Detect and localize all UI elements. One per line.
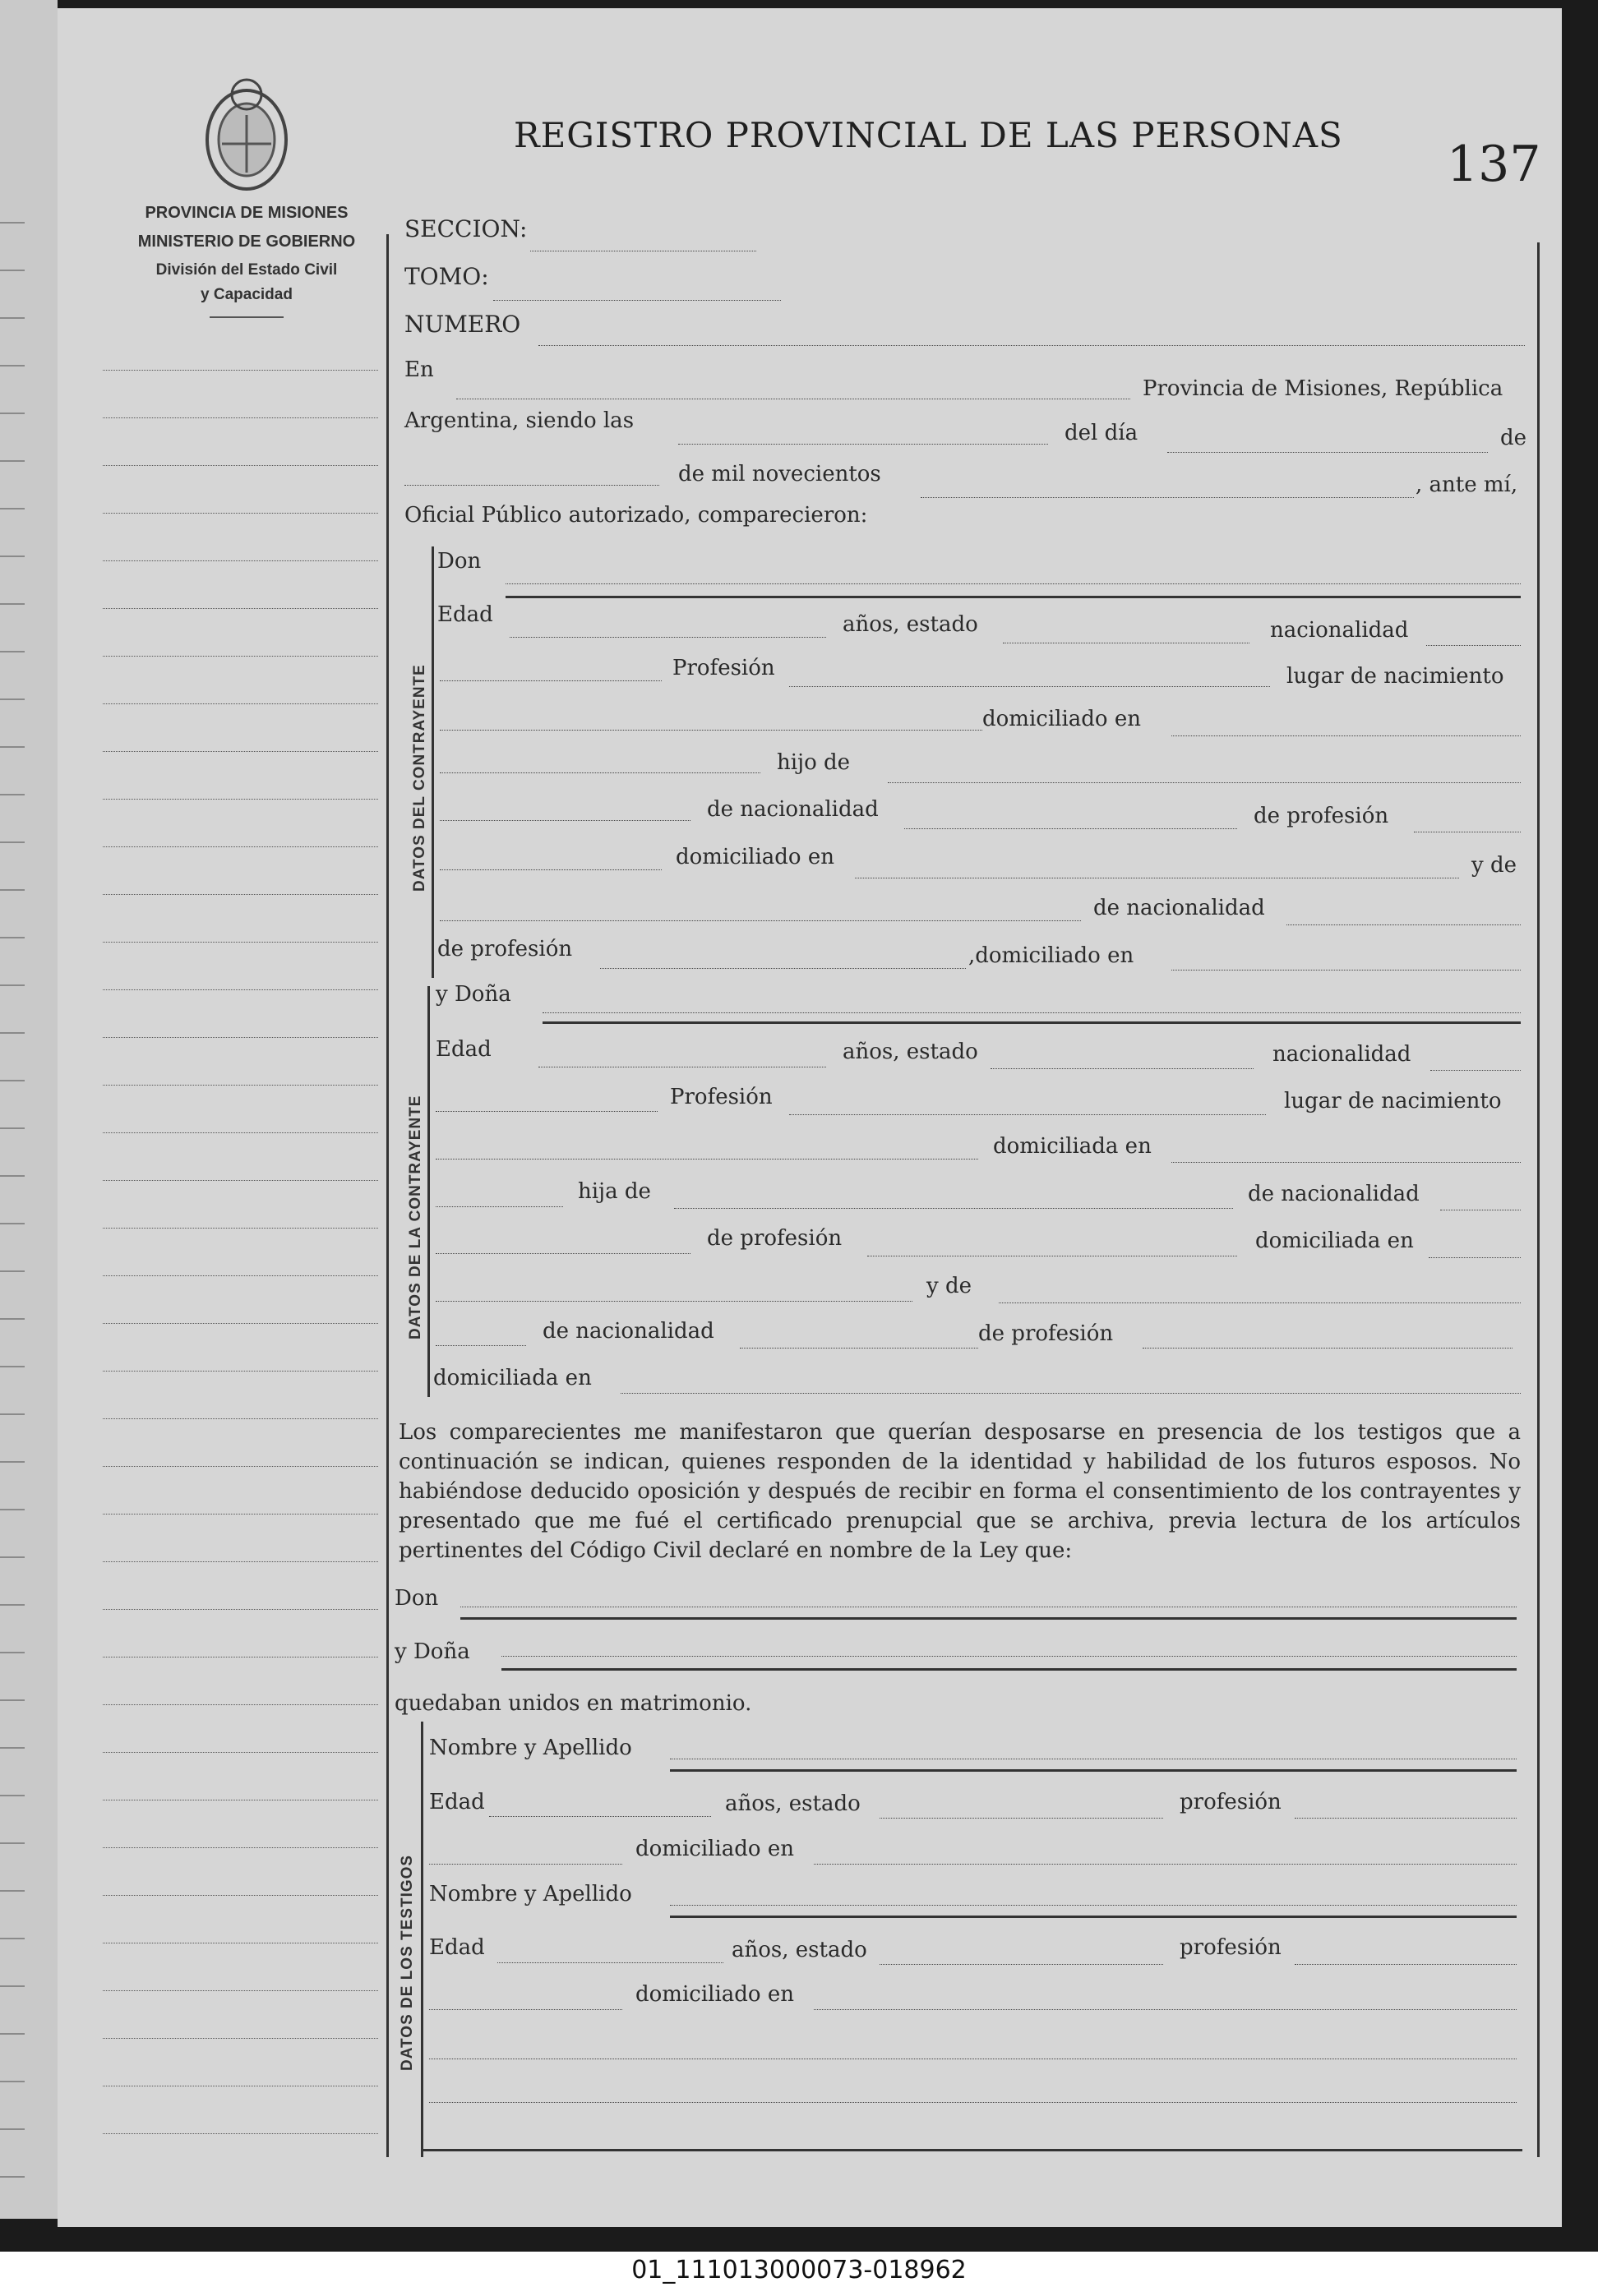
testigo2-nombre-field[interactable] — [670, 1905, 1517, 1906]
header-underline — [210, 316, 284, 318]
nacionalidad-field[interactable] — [1426, 645, 1521, 646]
don-label: Don — [437, 549, 482, 574]
edad-label-t2: Edad — [429, 1935, 485, 1960]
left-page-rule — [0, 984, 25, 986]
margin-rule-line — [103, 1228, 378, 1229]
left-page-rule — [0, 1985, 25, 1987]
left-page-rule — [0, 1890, 25, 1892]
padre-domicilio-field-f2[interactable] — [436, 1301, 912, 1302]
margin-rule-line — [103, 1895, 378, 1896]
de-profesion-label-f2: de profesión — [978, 1321, 1114, 1346]
domiciliado-label-3: ,domiciliado en — [968, 943, 1134, 968]
mes-field[interactable] — [404, 485, 659, 486]
lugar-field-f[interactable] — [436, 1159, 978, 1160]
left-page-rule — [0, 2128, 25, 2130]
padre-field-f[interactable] — [674, 1208, 1233, 1209]
left-page-rule — [0, 889, 25, 891]
de-profesion-label-2: de profesión — [437, 937, 573, 961]
division-label: División del Estado Civil — [155, 261, 338, 279]
madre-field-f2[interactable] — [436, 1345, 526, 1346]
decl-don-label: Don — [395, 1586, 439, 1611]
margin-rule-line — [103, 560, 378, 561]
nacionalidad-label-f: nacionalidad — [1272, 1042, 1411, 1067]
anos-label-t2: años, estado — [732, 1938, 867, 1962]
domiciliada-label-2: domiciliada en — [1255, 1229, 1414, 1253]
testigo2-edad-field[interactable] — [497, 1962, 723, 1963]
padre-field-2[interactable] — [440, 820, 690, 821]
profesion-field[interactable] — [789, 686, 1270, 687]
profesion-field-f[interactable] — [789, 1114, 1266, 1115]
nombre-label-1: Nombre y Apellido — [429, 1736, 632, 1760]
register-page — [58, 8, 1562, 2227]
edad-label-f: Edad — [436, 1037, 492, 1062]
left-page-rule — [0, 1032, 25, 1034]
left-page-rule — [0, 2081, 25, 2082]
contrayenta-side-label: DATOS DE LA CONTRAYENTE — [407, 1095, 424, 1339]
anio-field[interactable] — [921, 497, 1414, 498]
madre-nacionalidad-field-f[interactable] — [740, 1348, 978, 1349]
domiciliado-label-t1: domiciliado en — [635, 1837, 794, 1861]
domiciliado-label: domiciliado en — [982, 707, 1141, 731]
left-page-rule — [0, 1842, 25, 1844]
padre-field-f2[interactable] — [436, 1253, 690, 1254]
nacionalidad-field-2[interactable] — [440, 680, 662, 681]
nacionalidad-field-f2[interactable] — [436, 1111, 658, 1112]
domicilio-field-f2[interactable] — [436, 1206, 563, 1207]
decl-dona-field[interactable] — [501, 1656, 1517, 1657]
margin-rule-line — [103, 1371, 378, 1372]
domiciliado-label-2: domiciliado en — [676, 845, 834, 869]
previous-page-edge — [0, 0, 58, 2219]
left-page-rule — [0, 1938, 25, 1939]
de-nacionalidad-label: de nacionalidad — [707, 797, 879, 822]
page-number: 137 — [1447, 136, 1541, 193]
nacionalidad-field-f[interactable] — [1430, 1070, 1521, 1071]
margin-rule-line — [103, 1704, 378, 1705]
padre-profesion-field-2[interactable] — [440, 869, 662, 870]
nombre-label-2: Nombre y Apellido — [429, 1882, 632, 1906]
division-label-2: y Capacidad — [201, 286, 293, 303]
madre-field[interactable] — [440, 920, 1081, 921]
left-page-rule — [0, 746, 25, 748]
contrayenta-bracket — [427, 986, 430, 1397]
domiciliado-field[interactable] — [1171, 735, 1521, 736]
left-page-rule — [0, 1127, 25, 1129]
en-label: En — [404, 357, 434, 382]
left-page-rule — [0, 508, 25, 509]
testigo2-estado-field[interactable] — [880, 1964, 1163, 1965]
padre-field[interactable] — [888, 782, 1521, 783]
margin-rule-line — [103, 1990, 378, 1991]
de-label: de — [1500, 426, 1527, 450]
left-page-rule — [0, 1747, 25, 1749]
domiciliada-field[interactable] — [1171, 1162, 1521, 1163]
madre-field-f[interactable] — [999, 1302, 1521, 1303]
left-page-rule — [0, 603, 25, 605]
margin-rule-line — [103, 846, 378, 847]
testigos-side-label: DATOS DE LOS TESTIGOS — [399, 1854, 416, 2071]
margin-rule-line — [103, 1132, 378, 1133]
left-page-rule — [0, 841, 25, 843]
oficial-label: Oficial Público autorizado, comparecieron: — [404, 503, 868, 528]
left-page-rule — [0, 222, 25, 224]
domiciliado-label-t2: domiciliado en — [635, 1982, 794, 2007]
margin-rule-line — [103, 2133, 378, 2134]
testigo1-nombre-underline — [670, 1769, 1517, 1772]
left-page-rule — [0, 1223, 25, 1224]
page-title: REGISTRO PROVINCIAL DE LAS PERSONAS — [514, 115, 1343, 155]
left-page-rule — [0, 365, 25, 367]
decl-dona-label: y Doña — [395, 1639, 470, 1664]
margin-rule-line — [103, 1085, 378, 1086]
padre-domicilio-field-f[interactable] — [1429, 1257, 1521, 1258]
left-page-rule — [0, 1652, 25, 1653]
left-page-rule — [0, 1413, 25, 1415]
estado-field-f[interactable] — [991, 1068, 1254, 1069]
left-page-rule — [0, 937, 25, 938]
padre-nacionalidad-field[interactable] — [904, 828, 1237, 829]
don-underline — [506, 596, 1521, 598]
anos-label-t1: años, estado — [725, 1791, 861, 1816]
de-nacionalidad-label-f2: de nacionalidad — [543, 1319, 714, 1344]
domicilio-field-2[interactable] — [440, 772, 760, 773]
margin-rule-line — [103, 894, 378, 895]
domiciliada-label: domiciliada en — [993, 1134, 1152, 1159]
left-page-rule — [0, 1556, 25, 1558]
margin-rule-line — [103, 1323, 378, 1324]
y-de-label: y de — [1471, 853, 1517, 878]
left-page-rule — [0, 1270, 25, 1272]
de-profesion-label-f: de profesión — [707, 1226, 843, 1251]
left-page-rule — [0, 794, 25, 795]
left-page-rule — [0, 460, 25, 462]
edad-label-t1: Edad — [429, 1790, 485, 1814]
margin-rule-line — [103, 417, 378, 418]
margin-rule-line — [103, 1275, 378, 1276]
testigo2-profesion-field[interactable] — [1295, 1964, 1517, 1965]
left-page-rule — [0, 1175, 25, 1177]
hora-field[interactable] — [678, 444, 1048, 445]
testigo2-profesion-field-2[interactable] — [429, 2009, 622, 2010]
de-nacionalidad-label-2: de nacionalidad — [1093, 896, 1265, 920]
margin-rule-line — [103, 1847, 378, 1848]
testigo1-profesion-field[interactable] — [1295, 1818, 1517, 1819]
contrayente-side-label: DATOS DEL CONTRAYENTE — [411, 664, 428, 892]
lugar-label: lugar de nacimiento — [1286, 664, 1504, 689]
left-page-rule — [0, 651, 25, 652]
right-vertical-rule — [1537, 242, 1540, 2157]
left-page-rule — [0, 1604, 25, 1606]
argentina-label: Argentina, siendo las — [404, 408, 635, 433]
margin-rule-line — [103, 703, 378, 704]
hija-de-label: hija de — [578, 1179, 651, 1204]
margin-rule-line — [103, 370, 378, 371]
margin-rule-line — [103, 1037, 378, 1038]
margin-rule-line — [103, 2038, 378, 2039]
main-vertical-rule — [386, 234, 389, 2157]
margin-rule-line — [103, 751, 378, 752]
testigo2-domicilio-field[interactable] — [814, 2009, 1517, 2010]
extra-line-2[interactable] — [429, 2102, 1517, 2103]
tomo-label: TOMO: — [404, 263, 489, 290]
margin-rule-line — [103, 1180, 378, 1181]
left-page-rule — [0, 1318, 25, 1320]
madre-domicilio-field-f[interactable] — [621, 1393, 1521, 1394]
left-page-rule — [0, 1699, 25, 1701]
testigo2-nombre-underline — [670, 1916, 1517, 1918]
edad-field[interactable] — [510, 637, 826, 638]
profesion-label: Profesión — [672, 656, 775, 680]
de-profesion-label: de profesión — [1254, 804, 1389, 828]
madre-nacionalidad-field[interactable] — [1286, 924, 1521, 925]
margin-rule-line — [103, 465, 378, 466]
nacionalidad-label: nacionalidad — [1270, 618, 1409, 643]
testigos-bracket — [421, 1722, 423, 2157]
decl-dona-underline — [501, 1668, 1517, 1671]
de-mil-label: de mil novecientos — [678, 462, 881, 486]
testigo1-profesion-field-2[interactable] — [429, 1864, 622, 1865]
margin-rule-line — [103, 989, 378, 990]
margin-rule-line — [103, 656, 378, 657]
madre-profesion-field[interactable] — [600, 968, 966, 969]
madre-profesion-field-f[interactable] — [1143, 1348, 1513, 1349]
left-page-rule — [0, 317, 25, 319]
profesion-label-t2: profesión — [1180, 1935, 1282, 1960]
profesion-label-f: Profesión — [670, 1085, 773, 1109]
left-page-rule — [0, 1461, 25, 1463]
domiciliada-label-3: domiciliada en — [433, 1366, 592, 1390]
left-page-rule — [0, 556, 25, 557]
left-page-rule — [0, 270, 25, 271]
left-page-rule — [0, 698, 25, 700]
lugar-field[interactable] — [440, 730, 982, 731]
margin-rule-line — [103, 799, 378, 800]
anos-estado-label: años, estado — [843, 612, 978, 637]
margin-rule-line — [103, 1561, 378, 1562]
numero-field[interactable] — [538, 345, 1525, 346]
left-page-rule — [0, 1080, 25, 1081]
margin-rule-line — [103, 513, 378, 514]
y-de-label-f: y de — [926, 1274, 972, 1298]
testigo1-edad-field[interactable] — [489, 1816, 711, 1817]
dona-underline — [543, 1021, 1521, 1024]
margin-rule-line — [103, 1514, 378, 1515]
left-page-rule — [0, 2176, 25, 2178]
profesion-label-t1: profesión — [1180, 1790, 1282, 1814]
dona-label: y Doña — [436, 982, 511, 1007]
dia-field[interactable] — [1167, 452, 1488, 453]
document-id: 01_111013000073-018962 — [631, 2256, 967, 2284]
bottom-rule — [421, 2149, 1522, 2151]
left-page-rule — [0, 2033, 25, 2035]
numero-label: NUMERO — [404, 311, 521, 338]
tomo-field[interactable] — [493, 300, 781, 301]
margin-rule-line — [103, 1752, 378, 1753]
margin-rule-line — [103, 942, 378, 943]
de-nacionalidad-label-f: de nacionalidad — [1248, 1182, 1420, 1206]
decl-don-underline — [460, 1617, 1517, 1620]
hijo-de-label: hijo de — [777, 750, 851, 775]
ministry-label: MINISTERIO DE GOBIERNO — [137, 233, 356, 251]
testigo1-domicilio-field[interactable] — [814, 1864, 1517, 1865]
left-page-rule — [0, 1509, 25, 1510]
edad-label: Edad — [437, 602, 493, 627]
dona-field[interactable] — [543, 1012, 1521, 1013]
testigo1-estado-field[interactable] — [880, 1818, 1163, 1819]
left-page-rule — [0, 413, 25, 414]
left-page-rule — [0, 1366, 25, 1367]
contrayente-bracket — [432, 546, 434, 978]
lugar-label-f: lugar de nacimiento — [1284, 1089, 1502, 1113]
don-field[interactable] — [506, 583, 1521, 584]
ante-mi-label: , ante mí, — [1416, 473, 1518, 497]
left-page-rule — [0, 1795, 25, 1796]
province-label: PROVINCIA DE MISIONES — [145, 204, 349, 222]
coat-of-arms-icon — [197, 66, 296, 197]
anos-estado-label-f: años, estado — [843, 1040, 978, 1064]
provincia-label: Provincia de Misiones, República — [1143, 376, 1503, 401]
margin-rule-line — [103, 1466, 378, 1467]
unidos-label: quedaban unidos en matrimonio. — [395, 1691, 752, 1716]
seccion-label: SECCION: — [404, 215, 528, 242]
margin-rule-line — [103, 608, 378, 609]
margin-rule-line — [103, 1609, 378, 1610]
margin-rule-line — [103, 1418, 378, 1419]
declaration-paragraph: Los comparecientes me manifestaron que querían desposarse en presencia de los testigos que a continuación se indican, quienes responden de la identidad y habilidad de los futuros esposos. No habiéndose deducido oposición y después de recibir en forma el consentimiento de los contrayentes y presentado que me fué el certificado prenupcial que se archiva, previa lectura de los artículos pertinentes del Código Civil declaré en nombre de la Ley que: — [399, 1420, 1521, 1563]
del-dia-label: del día — [1065, 421, 1138, 445]
